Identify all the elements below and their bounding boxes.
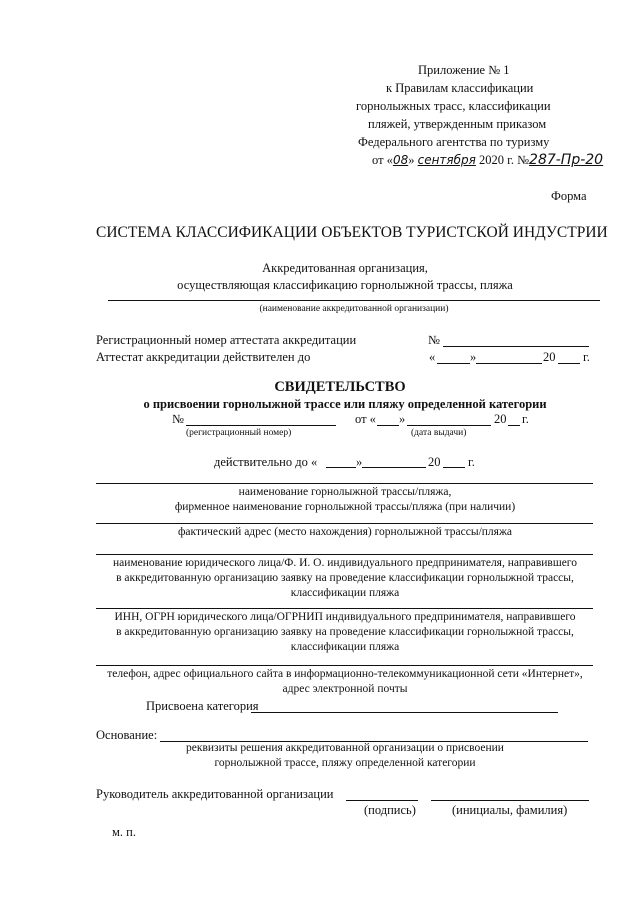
- appendix-date-line: [372, 152, 603, 168]
- date-prefix: от «: [372, 153, 393, 167]
- org-name-line: [108, 300, 600, 301]
- valid-year-suffix: г.: [583, 350, 590, 364]
- basis-label: Основание:: [96, 728, 158, 742]
- valid-until-year: 20: [428, 455, 441, 469]
- name-line: [431, 800, 589, 801]
- category-line: [251, 712, 558, 713]
- date-year: 2020 г. №: [479, 153, 530, 167]
- date-mid: »: [408, 153, 415, 167]
- valid-until-year-line: [443, 467, 465, 468]
- valid-until-year-suffix: г.: [468, 455, 475, 469]
- name-caption: (инициалы, фамилия): [452, 803, 568, 817]
- applicant-caption-3: классификации пляжа: [290, 587, 400, 599]
- valid-year-line: [558, 363, 580, 364]
- appendix-line: Федерального агентства по туризму: [358, 135, 550, 149]
- address-line: [96, 523, 593, 524]
- org-caption: (наименование аккредитованной организации): [259, 304, 449, 314]
- trail-name-caption-1: наименование горнолыжной трассы/пляжа,: [238, 486, 452, 498]
- valid-until-quote-close: »: [356, 455, 363, 469]
- address-caption: фактический адрес (место нахождения) горнолыжной трассы/пляжа: [177, 526, 513, 538]
- trail-name-caption-2: фирменное наименование горнолыжной трассы/пляжа (при наличии): [174, 501, 516, 513]
- valid-year: 20: [543, 350, 556, 364]
- form-label: Форма: [551, 189, 587, 203]
- appendix-line: пляжей, утвержденным приказом: [368, 117, 547, 131]
- phone-line: [96, 665, 593, 666]
- applicant-caption-2: в аккредитованную организацию заявку на проведение классификации горнолыжной трассы,: [116, 572, 574, 584]
- cert-quote-close: »: [399, 412, 406, 426]
- reg-number-line: [443, 346, 589, 347]
- org-line-2: осуществляющая классификацию горнолыжной трассы, пляжа: [177, 278, 513, 292]
- cert-number-line: [186, 425, 336, 426]
- cert-year: 20: [494, 412, 507, 426]
- phone-caption-1: телефон, адрес официального сайта в информационно-телекоммуникационной сети «Интернет»,: [107, 668, 583, 680]
- cert-year-suffix: г.: [522, 412, 529, 426]
- appendix-line: горнолыжных трасс, классификации: [356, 99, 551, 113]
- valid-quote-open: «: [429, 350, 436, 364]
- issue-date-caption: (дата выдачи): [411, 428, 467, 438]
- valid-until-label: действительно до «: [214, 455, 318, 469]
- cert-day-line: [377, 425, 399, 426]
- valid-label: Аттестат аккредитации действителен до: [96, 350, 311, 364]
- trail-name-line: [96, 483, 593, 484]
- cert-from-label: от «: [355, 412, 376, 426]
- applicant-line: [96, 554, 593, 555]
- org-line-1: Аккредитованная организация,: [262, 261, 428, 275]
- stamp-place: м. п.: [112, 825, 136, 839]
- cert-number-sign: №: [172, 412, 184, 426]
- category-label: Присвоена категория: [146, 699, 259, 713]
- signature-line: [346, 800, 418, 801]
- system-title: СИСТЕМА КЛАССИФИКАЦИИ ОБЪЕКТОВ ТУРИСТСКОЙ ИНДУСТРИИ: [96, 224, 608, 241]
- inn-line: [96, 608, 593, 609]
- reg-number-caption: (регистрационный номер): [186, 428, 292, 438]
- reg-number-sign: №: [428, 333, 440, 347]
- head-signature-label: Руководитель аккредитованной организации: [96, 787, 334, 801]
- signature-caption: (подпись): [364, 803, 416, 817]
- applicant-caption-1: наименование юридического лица/Ф. И. О. индивидуального предпринимателя, направившего: [112, 557, 577, 569]
- phone-caption-2: адрес электронной почты: [282, 683, 408, 695]
- inn-caption-2: в аккредитованную организацию заявку на проведение классификации горнолыжной трассы,: [116, 626, 574, 638]
- valid-quote-close: »: [470, 350, 477, 364]
- valid-day-line: [437, 363, 470, 364]
- basis-caption-1: реквизиты решения аккредитованной организации о присвоении: [186, 742, 504, 754]
- basis-caption-2: горнолыжной трассе, пляжу определенной категории: [214, 757, 476, 769]
- certificate-title: СВИДЕТЕЛЬСТВО: [274, 379, 406, 395]
- handwritten-month: сентября: [417, 153, 476, 167]
- valid-until-day-line: [326, 467, 356, 468]
- certificate-subtitle: о присвоении горнолыжной трассе или пляжу определенной категории: [143, 397, 547, 411]
- handwritten-order-number: 287-Пр-20: [529, 152, 604, 168]
- valid-until-month-line: [362, 467, 426, 468]
- cert-year-line: [508, 425, 520, 426]
- appendix-number: Приложение № 1: [418, 63, 510, 77]
- inn-caption-1: ИНН, ОГРН юридического лица/ОГРНИП индивидуального предпринимателя, направившего: [114, 611, 576, 623]
- handwritten-day: 08: [392, 153, 409, 167]
- inn-caption-3: классификации пляжа: [290, 641, 400, 653]
- valid-month-line: [476, 363, 542, 364]
- reg-number-label: Регистрационный номер аттестата аккредитации: [96, 333, 357, 347]
- appendix-line: к Правилам классификации: [386, 81, 534, 95]
- cert-month-line: [407, 425, 491, 426]
